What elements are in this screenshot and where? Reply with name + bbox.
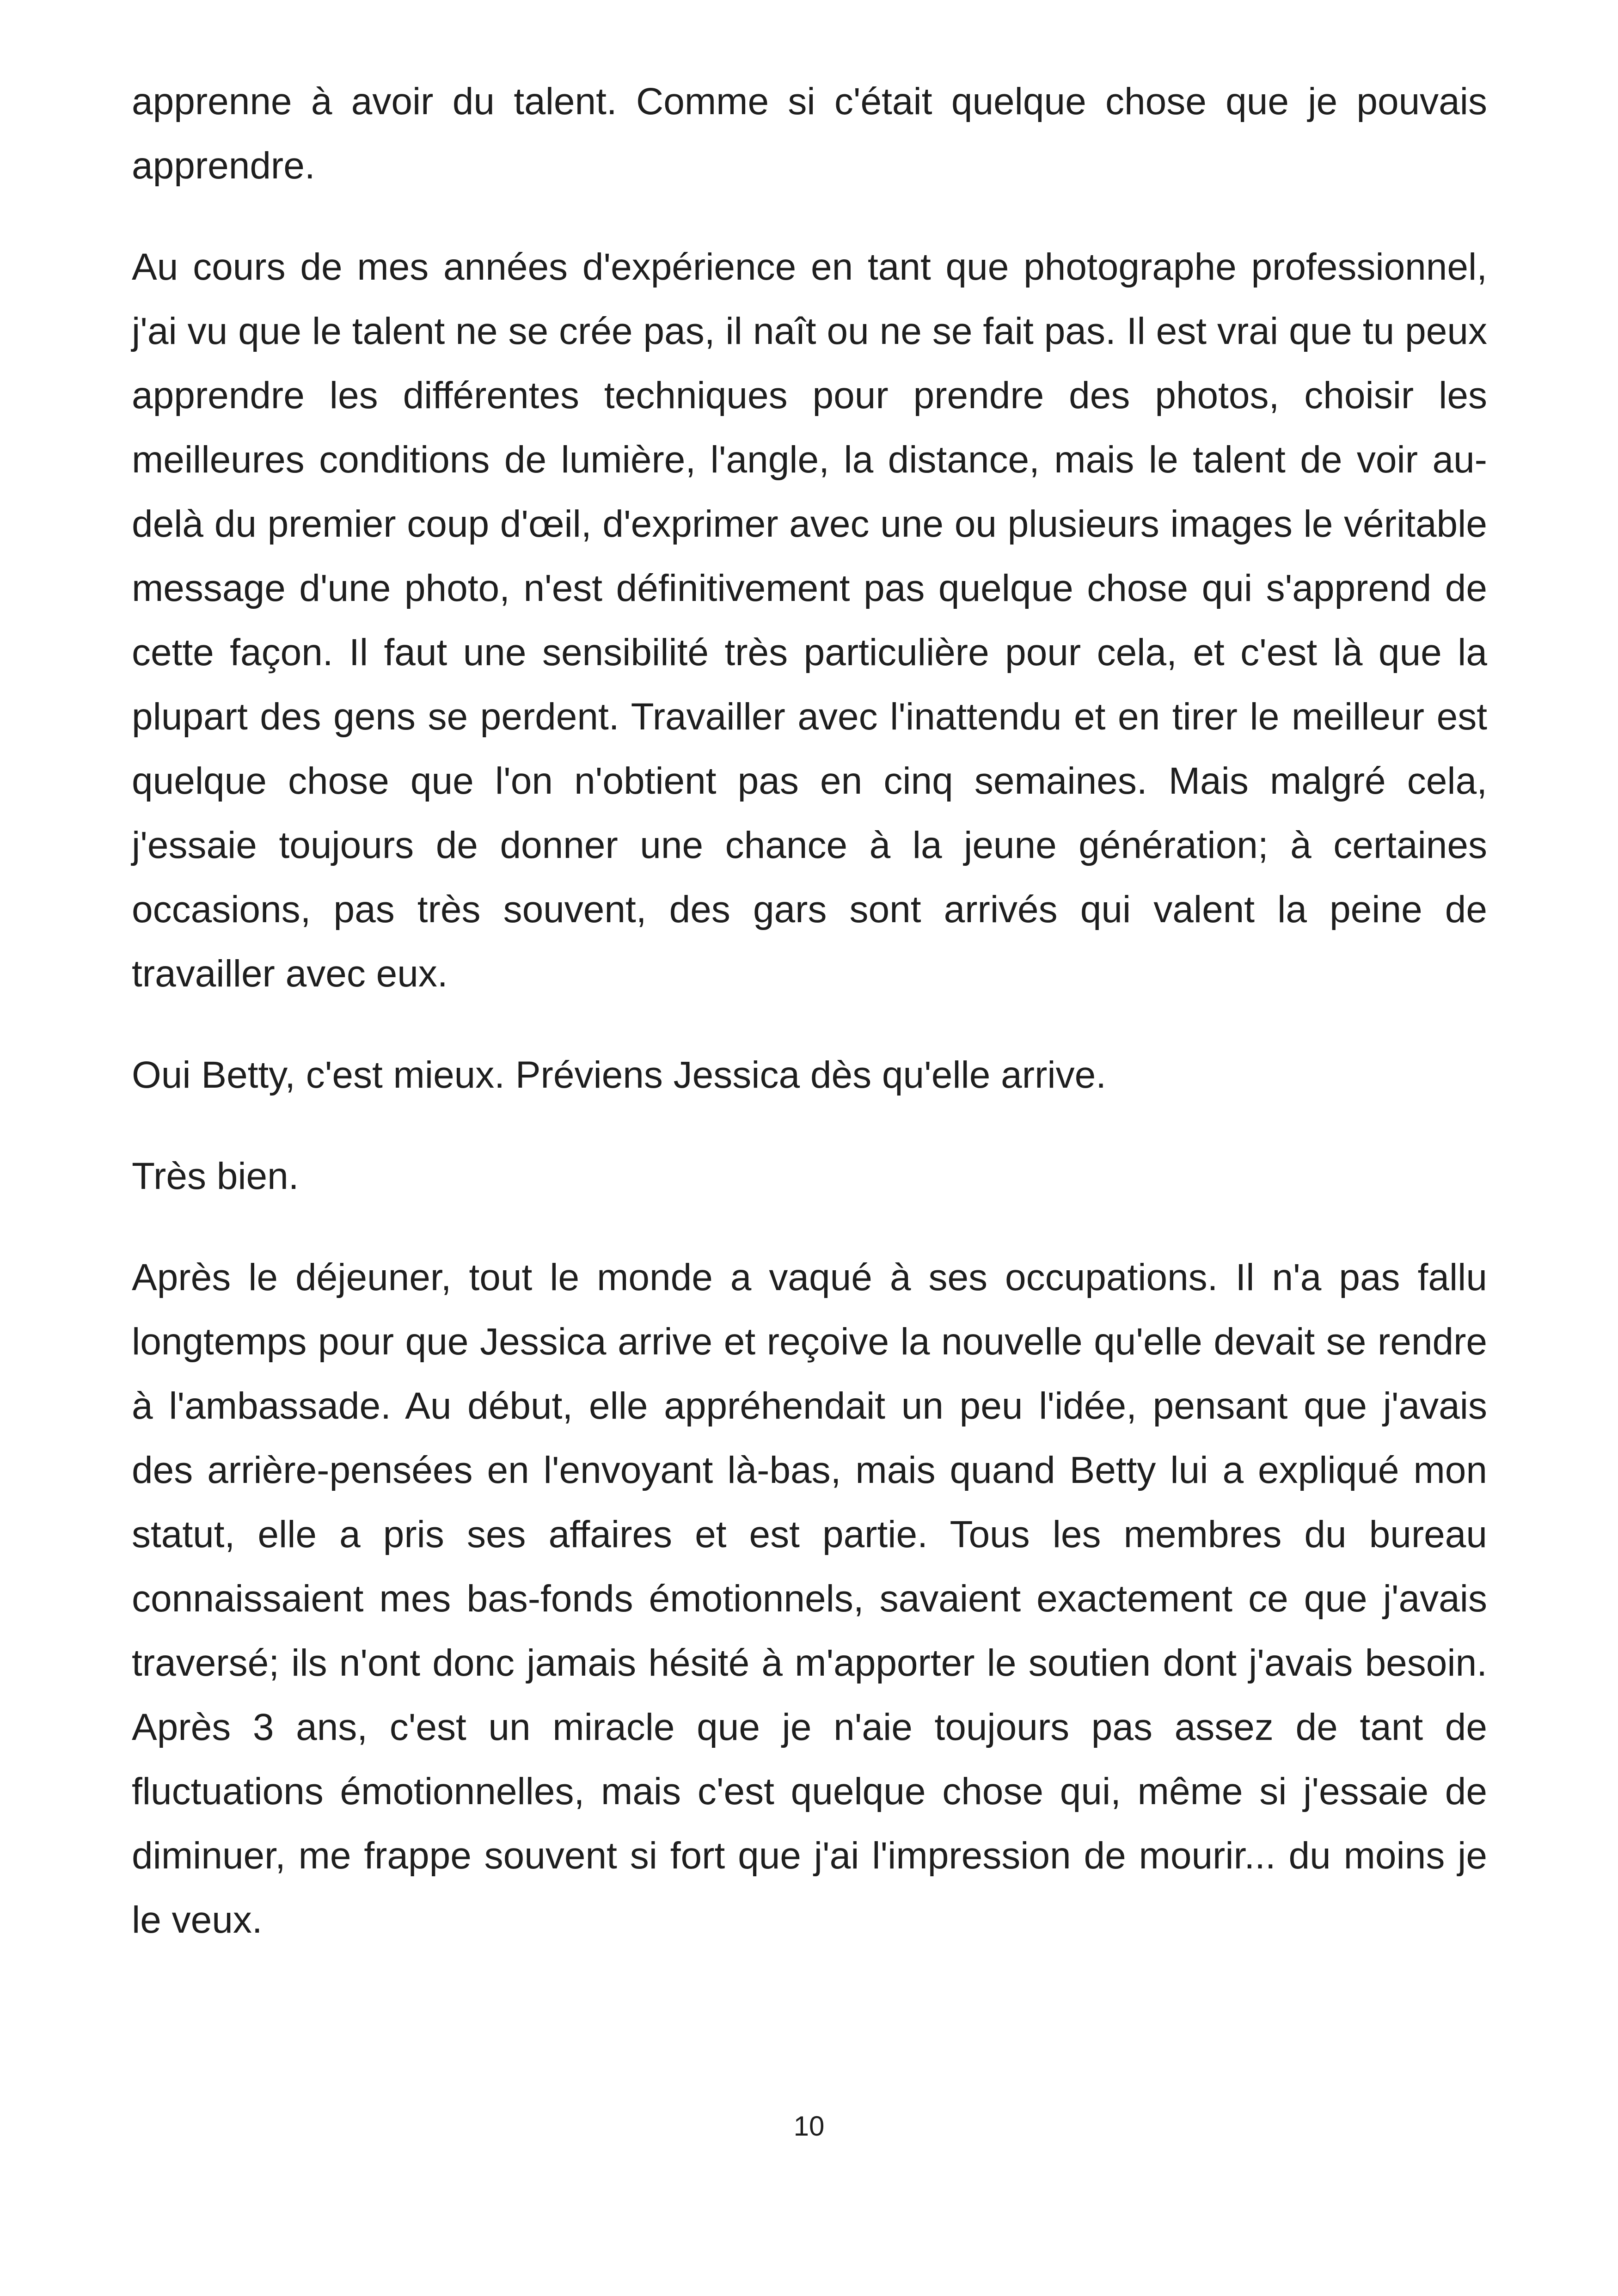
page-number: 10 (793, 2111, 825, 2142)
paragraph: Après le déjeuner, tout le monde a vaqué à ses occupations. Il n'a pas fallu longtemps pour que Jessica arrive et reçoive la nouvelle qu'elle devait se rendre à l'ambassade. Au début, elle appréhendait un peu l'idée, pensant que j'avais des arrière-pensées en l'envoyant là-bas, mais quand Betty lui a expliqué mon statut, elle a pris ses affaires et est partie. Tous les membres du bureau connaissaient mes bas-fonds émotionnels, savaient exactement ce que j'avais traversé; ils n'ont donc jamais hésité à m'apporter le soutien dont j'avais besoin. Après 3 ans, c'est un miracle que je n'aie toujours pas assez de tant de fluctuations émotionnelles, mais c'est quelque chose qui, même si j'essaie de diminuer, me frappe souvent si fort que j'ai l'impression de mourir... du moins je le veux. (132, 1256, 1487, 1941)
paragraph: Au cours de mes années d'expérience en tant que photographe professionnel, j'ai vu que le talent ne se crée pas, il naît ou ne se fait pas. Il est vrai que tu peux apprendre les différentes techniques pour prendre des photos, choisir les meilleures conditions de lumière, l'angle, la distance, mais le talent de voir au-delà du premier coup d'œil, d'exprimer avec une ou plusieurs images le véritable message d'une photo, n'est définitivement pas quelque chose qui s'apprend de cette façon. Il faut une sensibilité très particulière pour cela, et c'est là que la plupart des gens se perdent. Travailler avec l'inattendu et en tirer le meilleur est quelque chose que l'on n'obtient pas en cinq semaines. Mais malgré cela, j'essaie toujours de donner une chance à la jeune génération; à certaines occasions, pas très souvent, des gars sont arrivés qui valent la peine de travailler avec eux. (132, 246, 1487, 995)
paragraph: Très bien. (132, 1155, 299, 1197)
paragraph: apprenne à avoir du talent. Comme si c'était quelque chose que je pouvais apprendre. (132, 80, 1487, 187)
paragraph: Oui Betty, c'est mieux. Préviens Jessica dès qu'elle arrive. (132, 1054, 1106, 1096)
body-text (132, 69, 1487, 1952)
